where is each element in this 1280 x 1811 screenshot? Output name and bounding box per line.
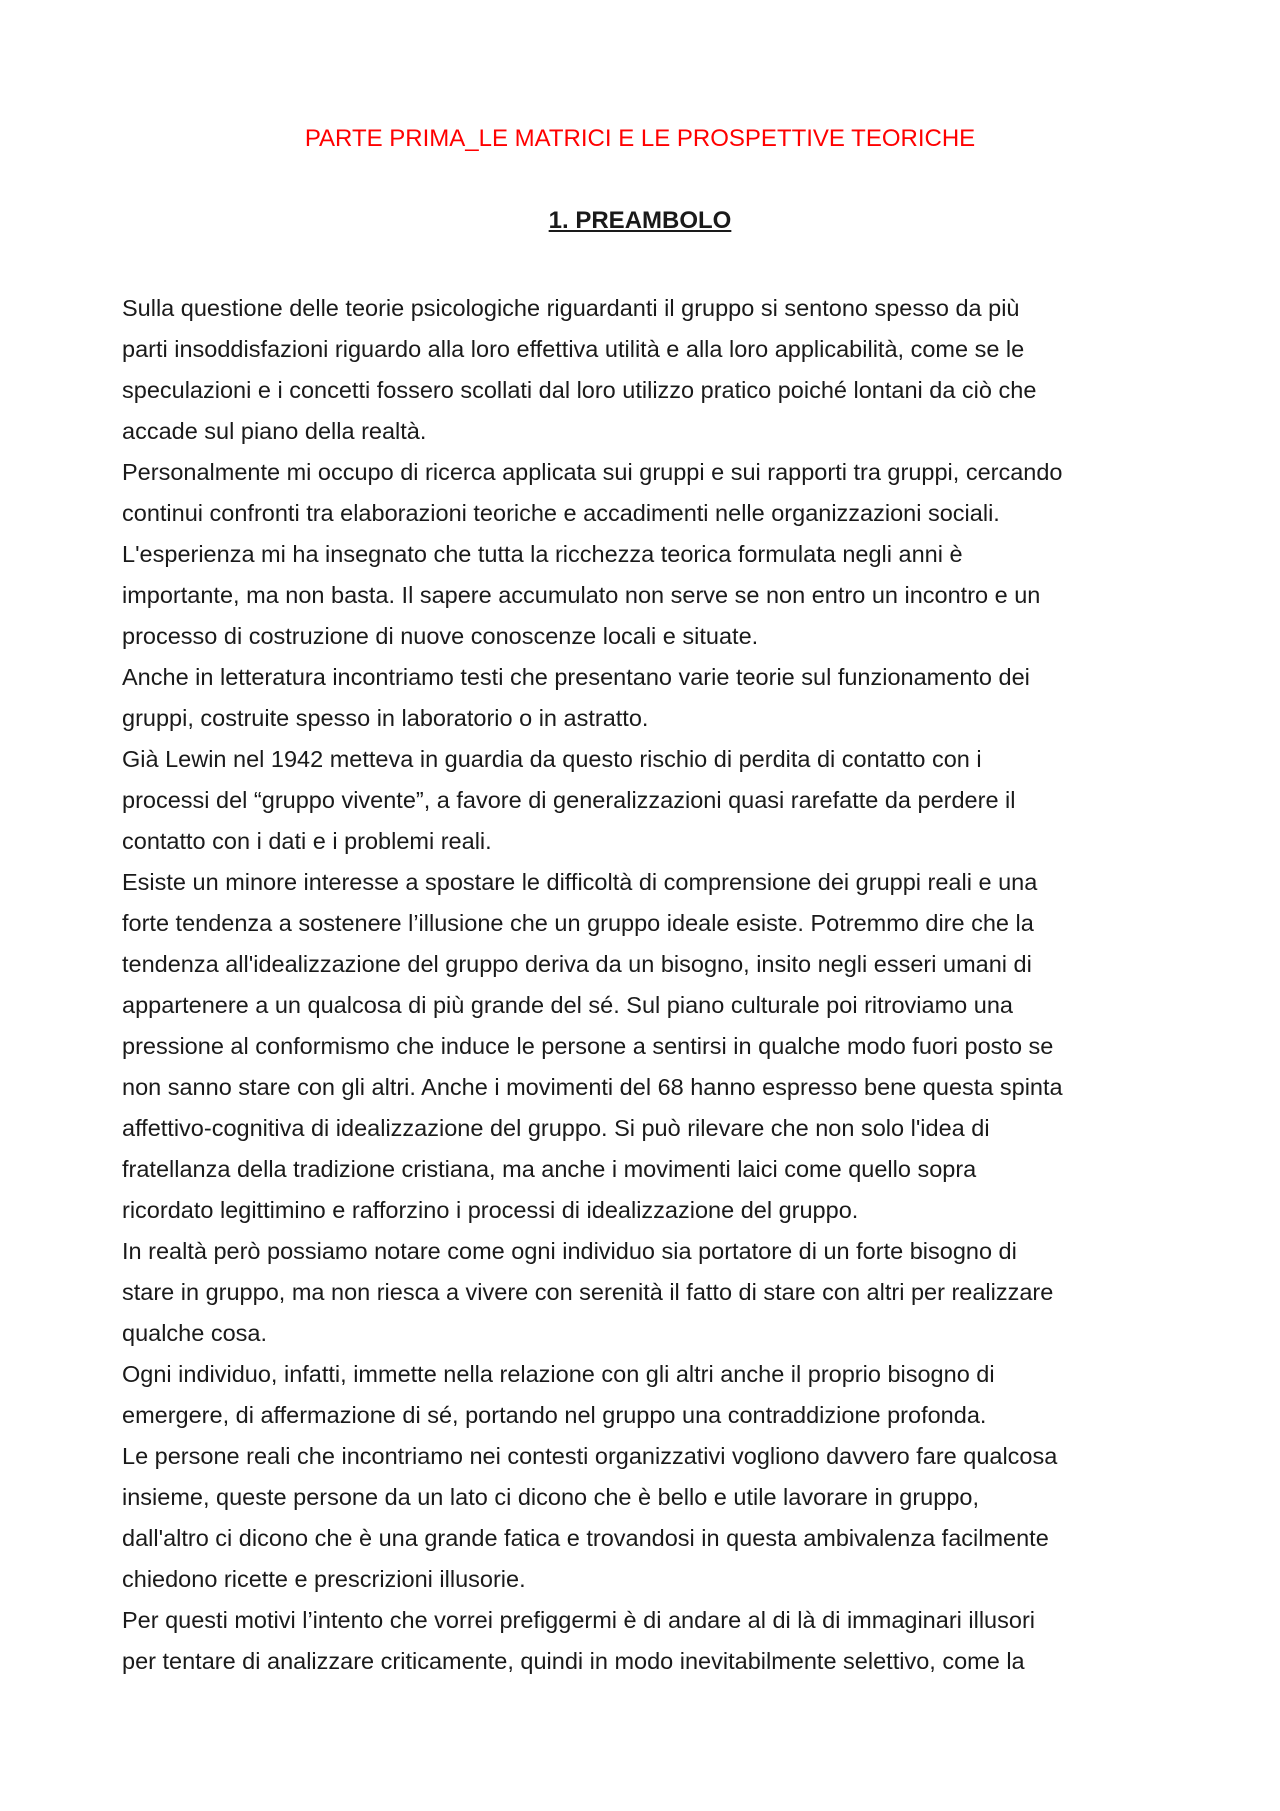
text-line: L'esperienza mi ha insegnato che tutta la ricchezza teorica formulata negli anni è: [122, 541, 963, 567]
body-text: [122, 288, 1172, 1682]
text-line: per tentare di analizzare criticamente, quindi in modo inevitabilmente selettivo, come la: [122, 1648, 1025, 1674]
text-line: appartenere a un qualcosa di più grande del sé. Sul piano culturale poi ritroviamo una: [122, 992, 1013, 1018]
text-line: contatto con i dati e i problemi reali.: [122, 828, 492, 854]
text-line: chiedono ricette e prescrizioni illusorie.: [122, 1566, 526, 1592]
chapter-title: 1. PREAMBOLO: [548, 207, 732, 234]
text-line: processi del “gruppo vivente”, a favore di generalizzazioni quasi rarefatte da perdere il: [122, 787, 1016, 813]
text-line: accade sul piano della realtà.: [122, 418, 427, 444]
text-line: fratellanza della tradizione cristiana, ma anche i movimenti laici come quello sopra: [122, 1156, 977, 1182]
text-line: Anche in letteratura incontriamo testi che presentano varie teorie sul funzionamento dei: [122, 664, 1030, 690]
text-line: qualche cosa.: [122, 1320, 268, 1346]
text-line: parti insoddisfazioni riguardo alla loro effettiva utilità e alla loro applicabilità, come se le: [122, 336, 1025, 362]
text-line: Esiste un minore interesse a spostare le difficoltà di comprensione dei gruppi reali e una: [122, 869, 1038, 895]
text-line: ricordato legittimino e rafforzino i processi di idealizzazione del gruppo.: [122, 1197, 859, 1223]
text-line: importante, ma non basta. Il sapere accumulato non serve se non entro un incontro e un: [122, 582, 1041, 608]
text-line: non sanno stare con gli altri. Anche i movimenti del 68 hanno espresso bene questa spinta: [122, 1074, 1063, 1100]
text-line: pressione al conformismo che induce le persone a sentirsi in qualche modo fuori posto se: [122, 1033, 1054, 1059]
text-line: Già Lewin nel 1942 metteva in guardia da questo rischio di perdita di contatto con i: [122, 746, 982, 772]
text-line: emergere, di affermazione di sé, portando nel gruppo una contraddizione profonda.: [122, 1402, 987, 1428]
text-line: In realtà però possiamo notare come ogni individuo sia portatore di un forte bisogno di: [122, 1238, 1017, 1264]
text-line: stare in gruppo, ma non riesca a vivere con serenità il fatto di stare con altri per realizzare: [122, 1279, 1054, 1305]
text-line: Ogni individuo, infatti, immette nella relazione con gli altri anche il proprio bisogno di: [122, 1361, 995, 1387]
text-line: Per questi motivi l’intento che vorrei prefiggermi è di andare al di là di immaginari illusori: [122, 1607, 1035, 1633]
text-line: tendenza all'idealizzazione del gruppo deriva da un bisogno, insito negli esseri umani di: [122, 951, 1032, 977]
text-line: dall'altro ci dicono che è una grande fatica e trovandosi in questa ambivalenza facilmente: [122, 1525, 1049, 1551]
text-line: processo di costruzione di nuove conoscenze locali e situate.: [122, 623, 759, 649]
text-line: Le persone reali che incontriamo nei contesti organizzativi vogliono davvero fare qualcosa: [122, 1443, 1058, 1469]
text-line: Sulla questione delle teorie psicologiche riguardanti il gruppo si sentono spesso da più: [122, 295, 1020, 321]
text-line: forte tendenza a sostenere l’illusione che un gruppo ideale esiste. Potremmo dire che la: [122, 910, 1034, 936]
text-line: Personalmente mi occupo di ricerca applicata sui gruppi e sui rapporti tra gruppi, cercando: [122, 459, 1063, 485]
text-line: gruppi, costruite spesso in laboratorio o in astratto.: [122, 705, 649, 731]
text-line: speculazioni e i concetti fossero scollati dal loro utilizzo pratico poiché lontani da ciò che: [122, 377, 1037, 403]
text-line: affettivo-cognitiva di idealizzazione del gruppo. Si può rilevare che non solo l'idea di: [122, 1115, 990, 1141]
text-line: continui confronti tra elaborazioni teoriche e accadimenti nelle organizzazioni sociali.: [122, 500, 1000, 526]
text-line: insieme, queste persone da un lato ci dicono che è bello e utile lavorare in gruppo,: [122, 1484, 979, 1510]
part-title: PARTE PRIMA_LE MATRICI E LE PROSPETTIVE TEORICHE: [304, 125, 976, 152]
